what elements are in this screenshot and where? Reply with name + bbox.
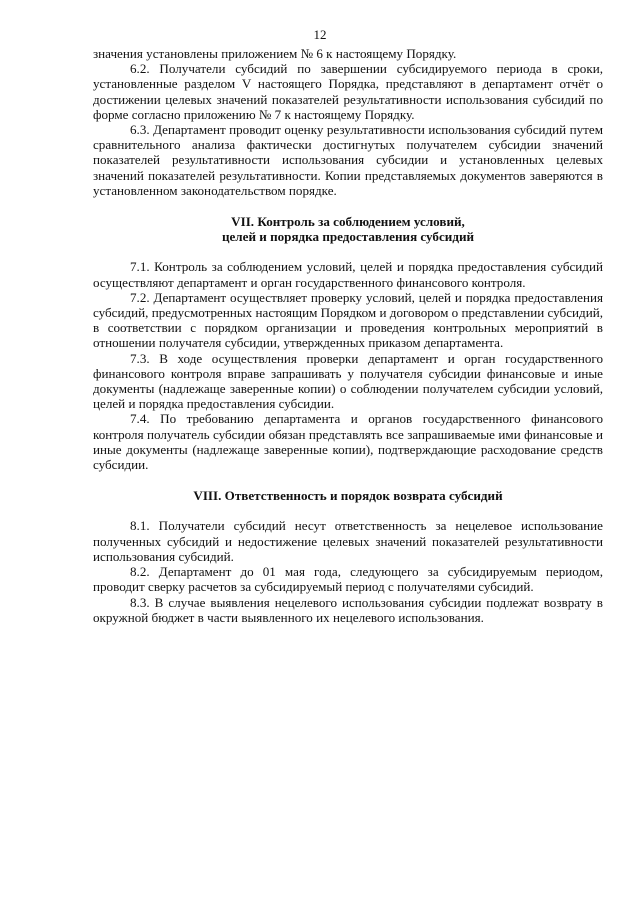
paragraph-7-3: 7.3. В ходе осуществления проверки департамент и орган государственного финансового контроля вправе запрашивать у получателя субсидии финансовые и иные документы (надлежаще заверенные копии) о соблюдении получателем субсидии условий, целей и порядка предоставления субсидии. [93,350,603,412]
paragraph-7-2: 7.2. Департамент осуществляет проверку условий, целей и порядка предоставления субсидий, предусмотренных настоящим Порядком и договором о представлении субсидий, в соответствии с порядком организации и проведения контрольных мероприятий в отношении получателя субсидии, утвержденных приказом департамента. [93,289,603,351]
paragraph-6-3: 6.3. Департамент проводит оценку результативности использования субсидий путем сравнительного анализа фактически достигнутых получателем субсидии значений показателей результативности использования субсидии и установленных целевых значений показателей результативности. Копии представляемых документов заверяются в установленном законодательством порядке. [93,122,603,198]
document-body [93,46,603,625]
paragraph-7-4: 7.4. По требованию департамента и органов государственного финансового контроля получатель субсидии обязан представлять все запрашиваемые ими финансовые и иные документы (надлежаще заверенные копии), подтверждающие расходование средств субсидии. [93,411,603,473]
paragraph-8-3: 8.3. В случае выявления нецелевого использования субсидии подлежат возврату в окружной бюджет в части выявленного их нецелевого использования. [93,594,603,625]
section-7-title-line-1: VII. Контроль за соблюдением условий, [231,214,465,230]
paragraph-8-1: 8.1. Получатели субсидий несут ответственность за нецелевое использование полученных субсидий и недостижение целевых значений показателей результативности использования субсидий. [93,518,603,564]
section-8-title: VIII. Ответственность и порядок возврата субсидий [193,488,503,504]
paragraph-intro: значения установлены приложением № 6 к настоящему Порядку. [93,46,457,61]
paragraph-7-1: 7.1. Контроль за соблюдением условий, целей и порядка предоставления субсидий осуществляют департамент и орган государственного финансового контроля. [93,259,603,290]
section-7-heading [93,214,603,244]
page-number: 12 [313,27,327,42]
paragraph-6-2: 6.2. Получатели субсидий по завершении субсидируемого периода в сроки, установленные разделом V настоящего Порядка, представляют в департамент отчёт о достижении целевых значений показателей результативности использования субсидий по форме согласно приложению № 7 к настоящему Порядку. [93,61,603,122]
section-8-heading [93,488,603,503]
section-7-title-line-2: целей и порядка предоставления субсидий [221,229,475,245]
paragraph-8-2: 8.2. Департамент до 01 мая года, следующего за субсидируемым периодом, проводит сверку расчетов за субсидируемый период с получателями субсидий. [93,564,603,595]
